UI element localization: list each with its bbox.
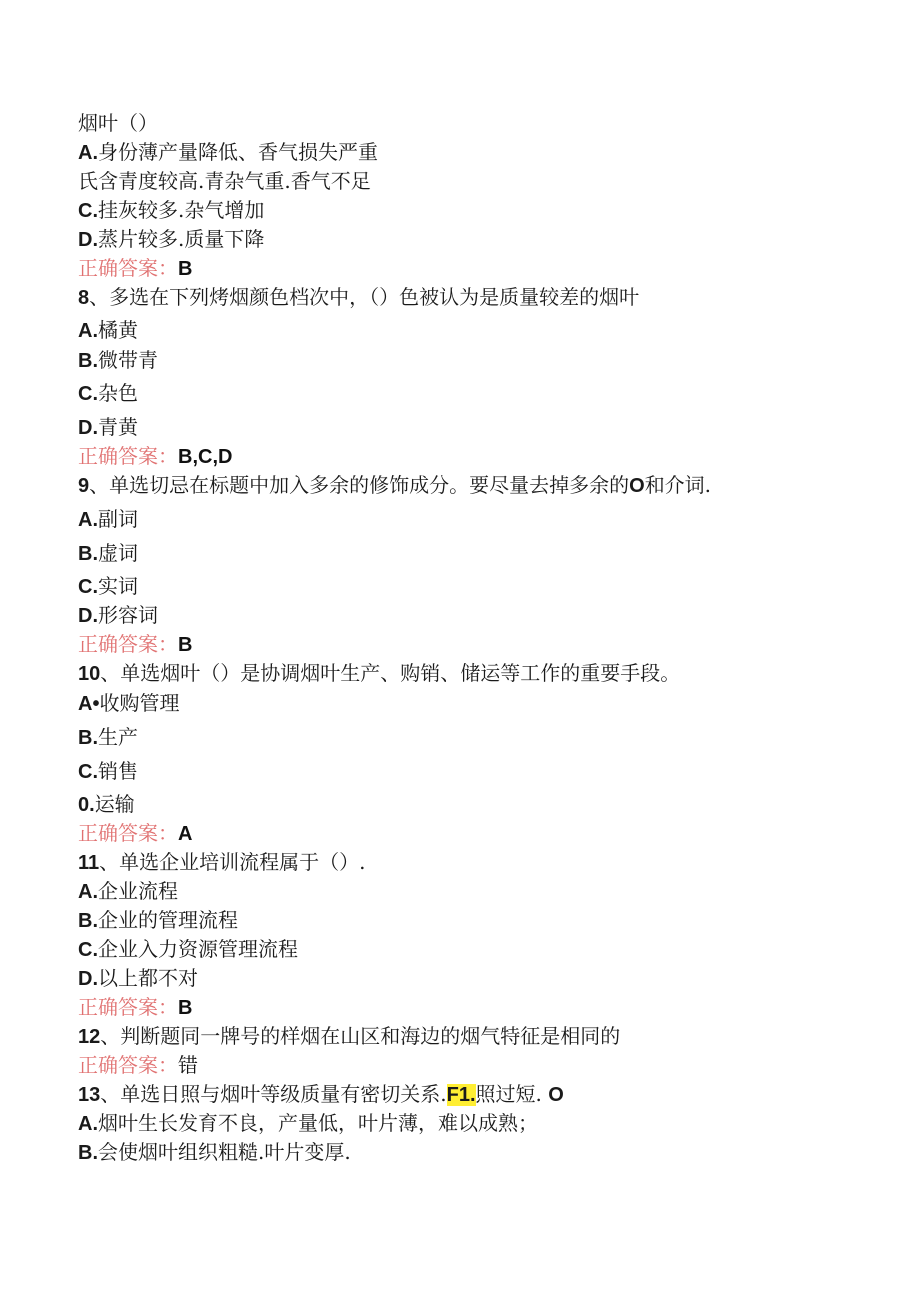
answer-label: 正确答案：: [78, 632, 178, 656]
option-c: [78, 758, 138, 785]
option-letter: D.: [78, 417, 98, 439]
answer-line: [78, 994, 192, 1021]
answer-label: 正确答案：: [78, 821, 178, 845]
option-text: 副词: [98, 507, 138, 531]
option-letter: A.: [78, 881, 98, 903]
highlighted-text: F1.: [446, 1084, 476, 1106]
option-text: 微带青: [98, 348, 158, 372]
answer-label: 正确答案：: [78, 1053, 178, 1077]
option-b: [78, 1139, 351, 1166]
option-letter: C.: [78, 761, 98, 783]
answer-line: [78, 631, 192, 658]
option-letter: B.: [78, 350, 98, 372]
answer-line: [78, 1052, 198, 1078]
option-letter: B.: [78, 1142, 98, 1164]
option-letter: A•: [78, 693, 100, 715]
question-stem: [78, 110, 158, 136]
question-placeholder: O: [548, 1084, 564, 1106]
option-letter: 0.: [78, 794, 95, 816]
option-text: 生产: [98, 725, 138, 749]
option-text: 氏含青度较高.青杂气重.香气不足: [78, 169, 371, 193]
option-letter: C.: [78, 939, 98, 961]
option-text: 蒸片较多.质量下降: [98, 227, 265, 251]
option-text: 橘黄: [98, 318, 138, 342]
option-letter: A.: [78, 142, 98, 164]
option-text: 企业入力资源管理流程: [98, 937, 298, 961]
option-text: 烟叶生长发育不良，产量低，叶片薄，难以成熟；: [98, 1111, 538, 1135]
option-a: [78, 690, 179, 717]
option-text: 收购管理: [99, 691, 180, 715]
question-text: 、单选烟叶（）是协调烟叶生产、购销、储运等工作的重要手段。: [100, 661, 681, 685]
option-a: [78, 139, 378, 166]
question-number: 9: [78, 475, 90, 497]
option-b: [78, 724, 138, 751]
answer-value: B: [178, 997, 193, 1019]
question-13: [78, 1081, 564, 1108]
option-a: [78, 317, 138, 344]
question-text: 、单选企业培训流程属于（）.: [99, 850, 366, 874]
option-letter: C.: [78, 576, 98, 598]
option-text: 身份薄产量降低、香气损失严重: [98, 140, 378, 164]
option-b: [78, 540, 138, 567]
option-text: 运输: [94, 792, 135, 816]
question-number: 11: [78, 852, 100, 874]
question-number: 8: [78, 287, 90, 309]
answer-value: B: [178, 634, 193, 656]
option-letter: C.: [78, 383, 98, 405]
option-b: [78, 907, 238, 934]
option-text: 形容词: [98, 603, 158, 627]
option-d: [78, 965, 198, 992]
question-text: 、判断题同一牌号的样烟在山区和海边的烟气特征是相同的: [100, 1024, 621, 1048]
question-text: 、多选在下列烤烟颜色档次中，（）色被认为是质量较差的烟叶: [89, 285, 640, 309]
option-c: [78, 380, 138, 407]
option-letter: B.: [78, 727, 98, 749]
question-text: 、单选日照与烟叶等级质量有密切关系.: [100, 1082, 447, 1106]
option-text: 青黄: [98, 415, 138, 439]
answer-line: [78, 443, 232, 470]
option-letter: D.: [78, 229, 98, 251]
question-11: [78, 849, 366, 876]
option-d: [78, 414, 138, 441]
answer-label: 正确答案：: [78, 444, 178, 468]
question-8: [78, 284, 639, 311]
answer-value: B: [178, 258, 193, 280]
option-letter: B.: [78, 543, 98, 565]
option-b: [78, 168, 371, 194]
option-d: [78, 226, 264, 253]
answer-label: 正确答案：: [78, 256, 178, 280]
option-text: 实词: [98, 574, 138, 598]
option-letter: D.: [78, 605, 98, 627]
option-a: [78, 506, 138, 533]
option-text: 企业流程: [98, 879, 178, 903]
option-a: [78, 878, 178, 905]
option-a: [78, 1110, 538, 1137]
answer-value: 错: [178, 1053, 198, 1077]
answer-line: [78, 820, 192, 847]
option-d: [78, 791, 135, 818]
option-text: 以上都不对: [98, 966, 198, 990]
question-number: 13: [78, 1084, 101, 1106]
option-letter: A.: [78, 320, 98, 342]
question-number: 10: [78, 663, 101, 685]
option-c: [78, 936, 298, 963]
option-text: 会使烟叶组织粗糙.叶片变厚.: [98, 1140, 351, 1164]
question-number: 12: [78, 1026, 101, 1048]
option-letter: A.: [78, 1113, 98, 1135]
answer-value: A: [178, 823, 193, 845]
option-c: [78, 573, 138, 600]
question-placeholder: O: [629, 475, 645, 497]
option-text: 虚词: [98, 541, 138, 565]
option-letter: B.: [78, 910, 98, 932]
answer-value: B,C,D: [178, 446, 233, 468]
answer-label: 正确答案：: [78, 995, 178, 1019]
option-text: 企业的管理流程: [98, 908, 238, 932]
option-letter: A.: [78, 509, 98, 531]
question-text-end: 照过短.: [475, 1082, 542, 1106]
option-b: [78, 347, 158, 374]
option-letter: D.: [78, 968, 98, 990]
question-9: [78, 472, 711, 499]
question-10: [78, 660, 680, 687]
question-text-end: 和介词.: [644, 473, 712, 497]
question-12: [78, 1023, 620, 1050]
option-text: 挂灰较多.杂气增加: [98, 198, 265, 222]
option-text: 杂色: [98, 381, 138, 405]
option-text: 销售: [98, 759, 138, 783]
option-d: [78, 602, 158, 629]
question-text: 、单选切忌在标题中加入多余的修饰成分。要尽量去掉多余的: [89, 473, 630, 497]
answer-line: [78, 255, 192, 282]
option-c: [78, 197, 264, 224]
stem-text: 烟叶（）: [78, 111, 158, 135]
option-letter: C.: [78, 200, 98, 222]
